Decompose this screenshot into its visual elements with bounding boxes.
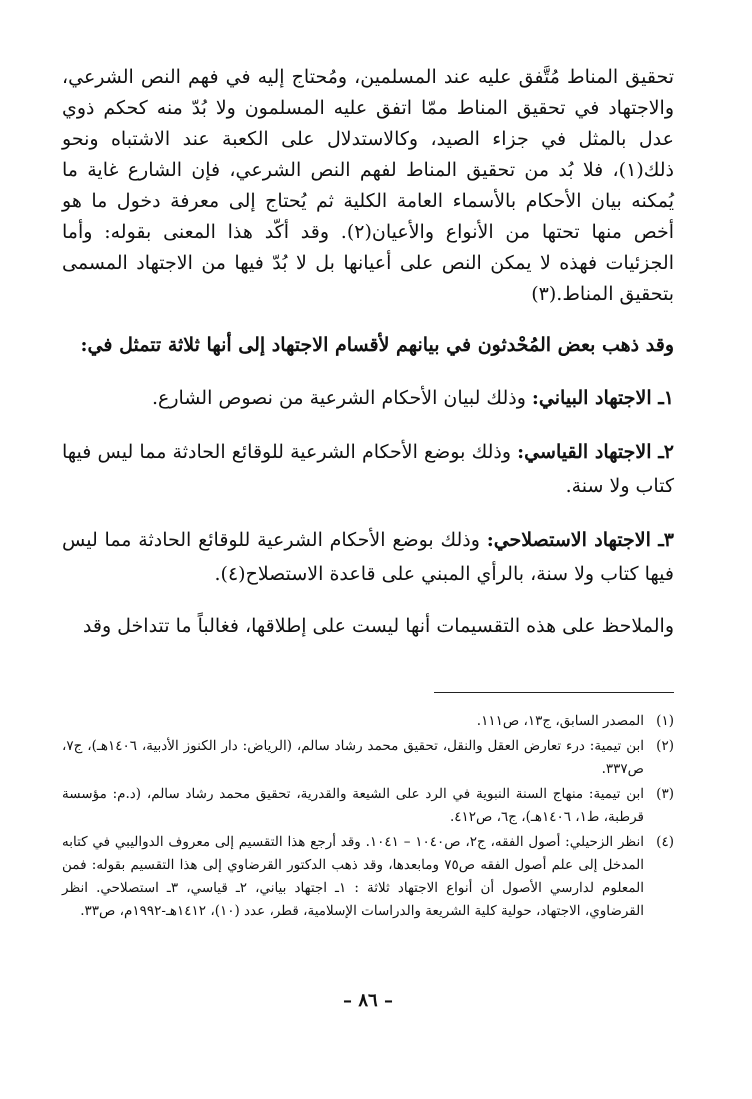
footnote-number: (٤)	[656, 834, 674, 850]
footnote	[62, 735, 674, 781]
main-text	[62, 62, 674, 642]
footnote-text: ابن تيمية: منهاج السنة النبوية في الرد على الشيعة والقدرية، تحقيق محمد رشاد سالم، (د.م: مؤسسة قرطبة، ط١، ١٤٠٦هـ)، ج٦، ص٤١٢.	[62, 786, 644, 825]
footnotes	[62, 710, 674, 925]
footnote-text: انظر الزحيلي: أصول الفقه، ج٢، ص١٠٤٠ – ١٠٤١. وقد أرجع هذا التقسيم إلى معروف الدواليبي في كتابه المدخل إلى علم أصول الفقه ص٧٥ ومابعدها، وقد ذهب الدكتور القرضاوي إلى هذا التقسيم بقوله: فمن المعلوم لدارسي الأصول أن أنواع الاجتهاد ثلاثة : ١ـ اجتهاد بياني، ٢ـ قياسي، ٣ـ استصلاحي. انظر القرضاوي، الاجتهاد، حولية كلية الشريعة والدراسات الإسلامية، قطر، عدد (١٠)، ١٤١٢هـ-١٩٩٢م، ص٣٣.	[62, 834, 644, 919]
list-item-title: ٢ـ الاجتهاد القياسي:	[517, 441, 674, 463]
footnote-text: المصدر السابق، ج١٣، ص١١١.	[476, 713, 644, 729]
section-heading: وقد ذهب بعض المُحْدثون في بيانهم لأقسام الاجتهاد إلى أنها ثلاثة تتمثل في:	[80, 334, 674, 356]
list-item-text: وذلك بوضع الأحكام الشرعية للوقائع الحادثة مما ليس فيها كتاب ولا سنة.	[62, 441, 674, 497]
body-paragraph-continued: والملاحظ على هذه التقسيمات أنها ليست على إطلاقها، فغالباً ما تتداخل وقد	[82, 615, 674, 637]
footnote-text: ابن تيمية: درء تعارض العقل والنقل، تحقيق محمد رشاد سالم، (الرياض: دار الكنوز الأدبية، ١٤٠٦هـ)، ج٧، ص٣٣٧.	[62, 738, 644, 777]
body-paragraph: تحقيق المناط مُتَّفق عليه عند المسلمين، ومُحتاج إليه في فهم النص الشرعي، والاجتهاد في تحقيق المناط ممّا اتفق عليه المسلمون ولا بُدّ منه كحكم ذوي عدل بالمثل في جزاء الصيد، وكالاستدلال على الكعبة عند الاشتباه ونحو ذلك(١)، فلا بُد من تحقيق المناط لفهم النص الشرعي، فإن الشارع غاية ما يُمكنه بيان الأحكام بالأسماء العامة الكلية ثم يُحتاج إلى معرفة دخول ما هو أخص منها تحتها من الأنواع والأعيان(٢). وقد أكّد هذا المعنى بقوله: وأما الجزئيات فهذه لا يمكن النص على أعيانها بل لا بُدّ فيها من الاجتهاد المسمى بتحقيق المناط.(٣)	[62, 66, 674, 305]
footnote	[62, 831, 674, 923]
list-item	[62, 523, 674, 591]
page-number: – ٨٦ –	[343, 990, 393, 1011]
list-item	[62, 435, 674, 503]
footnote	[62, 783, 674, 829]
document-page	[62, 62, 674, 1062]
footnote-divider	[434, 692, 674, 693]
list-item	[62, 381, 674, 415]
footnote-number: (١)	[656, 713, 674, 729]
list-item-title: ٣ـ الاجتهاد الاستصلاحي:	[486, 529, 674, 551]
list-item-text: وذلك بوضع الأحكام الشرعية للوقائع الحادثة مما ليس فيها كتاب ولا سنة، بالرأي المبني على قاعدة الاستصلاح(٤).	[62, 529, 674, 585]
list-item-text: وذلك لبيان الأحكام الشرعية من نصوص الشارع.	[151, 387, 532, 409]
list-item-title: ١ـ الاجتهاد البياني:	[531, 387, 674, 409]
footnote	[62, 710, 674, 733]
footnote-number: (٢)	[656, 738, 674, 754]
footnote-number: (٣)	[656, 786, 674, 802]
